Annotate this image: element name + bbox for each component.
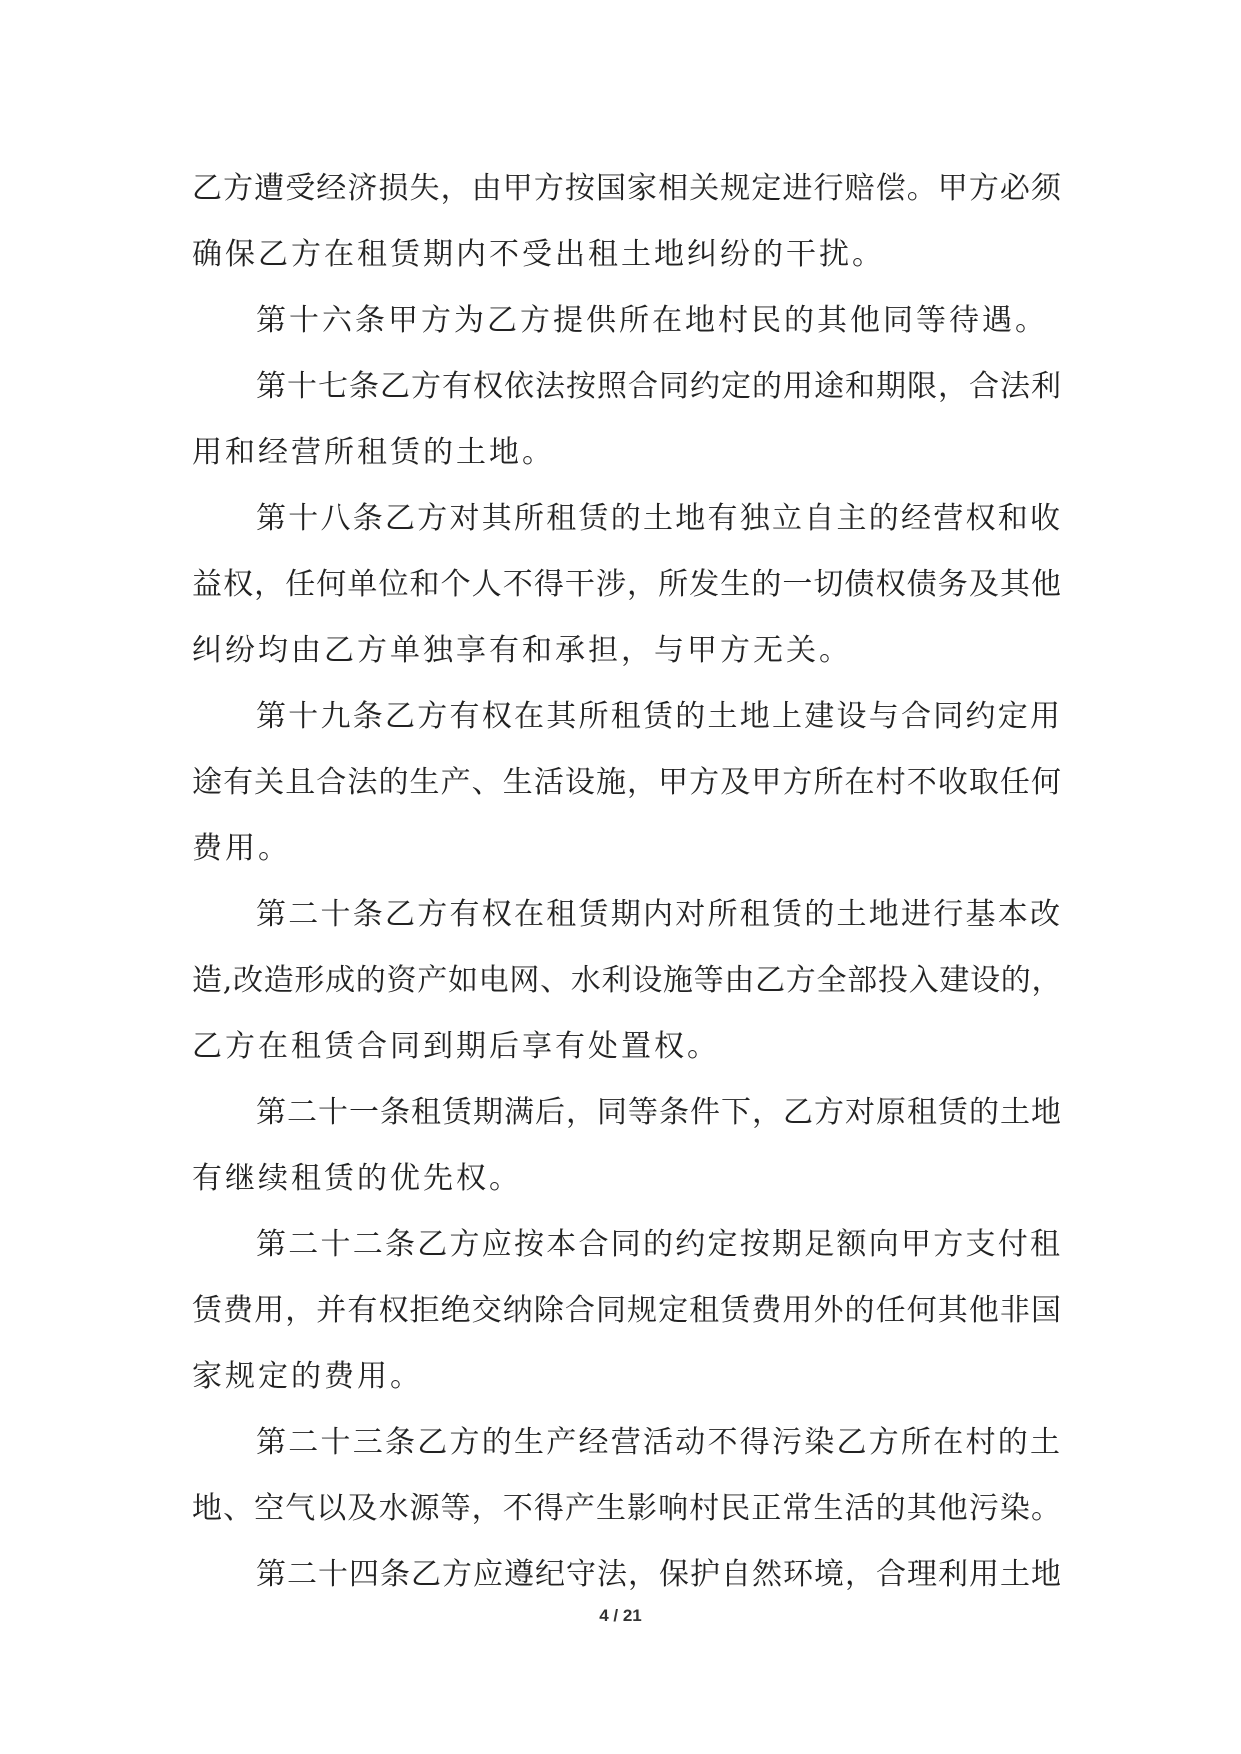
text-line: 益权，任何单位和个人不得干涉，所发生的一切债权债务及其他 (192, 567, 1062, 602)
text-line: 费用。 (192, 831, 291, 866)
text-line: 有继续租赁的优先权。 (192, 1161, 522, 1196)
text-line: 第十六条甲方为乙方提供所在地村民的其他同等待遇。 (256, 303, 1048, 338)
text-line: 第二十一条租赁期满后，同等条件下，乙方对原租赁的土地 (256, 1095, 1062, 1130)
text-line: 途有关且合法的生产、生活设施，甲方及甲方所在村不收取任何 (192, 765, 1062, 800)
text-line: 第十七条乙方有权依法按照合同约定的用途和期限，合法利 (256, 369, 1062, 404)
text-line: 地、空气以及水源等，不得产生影响村民正常生活的其他污染。 (192, 1491, 1062, 1526)
text-line: 第十八条乙方对其所租赁的土地有独立自主的经营权和收 (256, 501, 1062, 536)
text-line: 纠纷均由乙方单独享有和承担，与甲方无关。 (192, 633, 852, 668)
text-line: 第二十四条乙方应遵纪守法，保护自然环境，合理利用土地 (256, 1557, 1062, 1592)
text-line: 造,改造形成的资产如电网、水利设施等由乙方全部投入建设的， (192, 963, 1062, 998)
text-line: 确保乙方在租赁期内不受出租土地纠纷的干扰。 (192, 237, 885, 272)
document-body (192, 156, 1062, 1608)
text-line: 乙方在租赁合同到期后享有处置权。 (192, 1029, 720, 1064)
text-line: 用和经营所租赁的土地。 (192, 435, 555, 470)
text-line: 家规定的费用。 (192, 1359, 423, 1394)
text-line: 乙方遭受经济损失，由甲方按国家相关规定进行赔偿。甲方必须 (192, 171, 1062, 206)
text-line: 赁费用，并有权拒绝交纳除合同规定租赁费用外的任何其他非国 (192, 1293, 1062, 1328)
text-line: 第二十二条乙方应按本合同的约定按期足额向甲方支付租 (256, 1227, 1062, 1262)
text-line: 第十九条乙方有权在其所租赁的土地上建设与合同约定用 (256, 699, 1062, 734)
page-number: 4 / 21 (599, 1606, 642, 1625)
text-line: 第二十三条乙方的生产经营活动不得污染乙方所在村的土 (256, 1425, 1062, 1460)
text-line: 第二十条乙方有权在租赁期内对所租赁的土地进行基本改 (256, 897, 1062, 932)
